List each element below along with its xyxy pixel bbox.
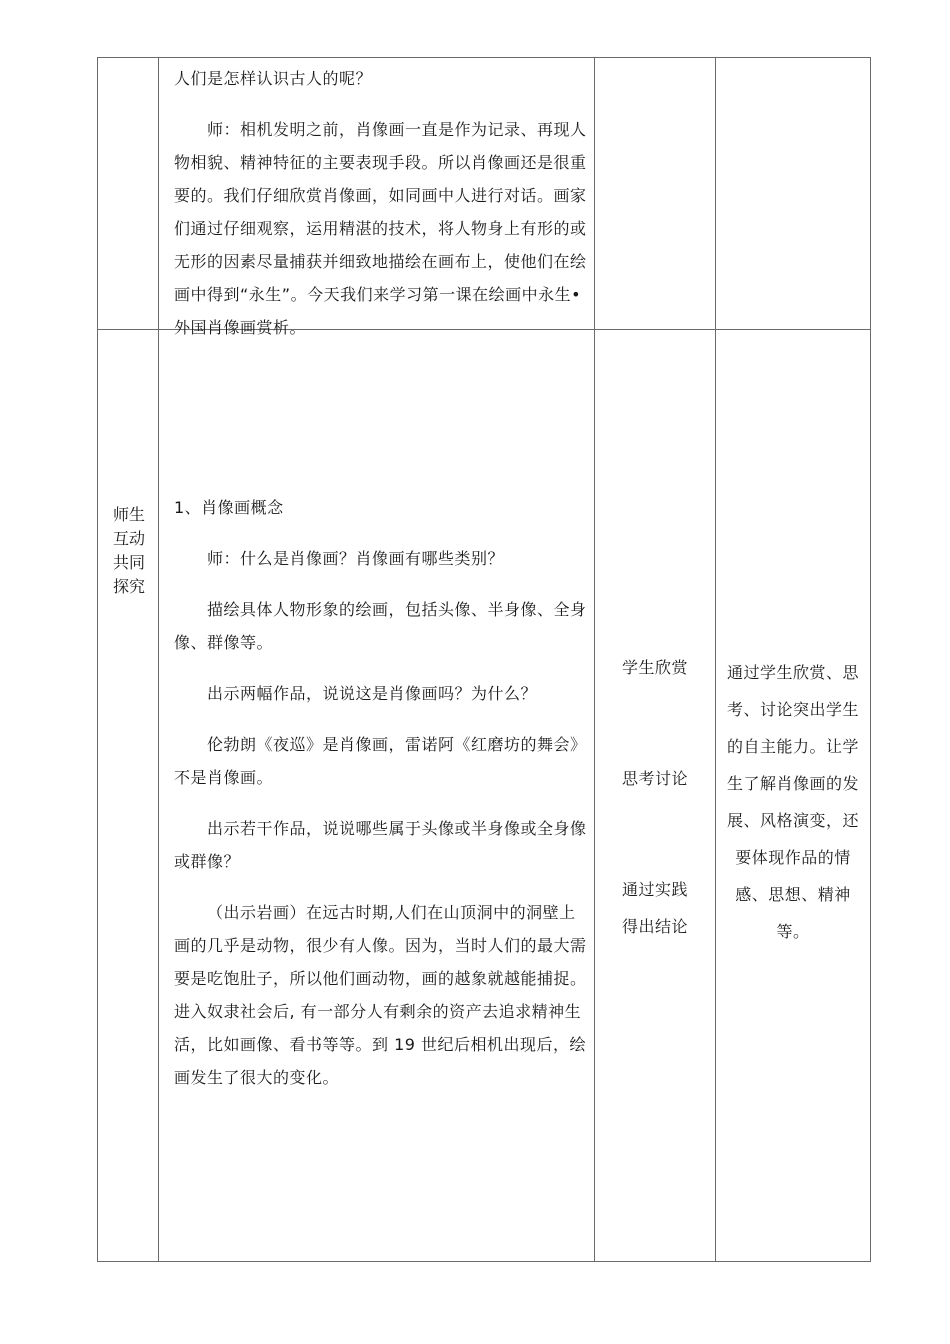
column-divider-stage (158, 57, 159, 1262)
row1-paragraph-question: 人们是怎样认识古人的呢？ (174, 69, 373, 88)
content-paragraph: 师：什么是肖像画？肖像画有哪些类别？ (207, 549, 505, 568)
content-paragraph: 伦勃朗《夜巡》是肖像画，雷诺阿《红磨坊的舞会》不是肖像画。 (174, 735, 587, 787)
column-divider-content (594, 57, 595, 1262)
content-paragraph: 出示两幅作品，说说这是肖像画吗？为什么？ (207, 684, 538, 703)
row2-content-cell (174, 491, 588, 1094)
row1-content-cell (174, 62, 592, 344)
activity-item: 通过实践 (622, 880, 689, 899)
column-divider-activity (715, 57, 716, 1262)
table-border-left (97, 57, 98, 1262)
content-paragraph: （出示岩画）在远古时期,人们在山顶洞中的洞壁上画的几乎是动物，很少有人像。因为，当时人们的最大需要是吃饱肚子，所以他们画动物，画的越象就越能捕捉。进入奴隶社会后, 有一部分人有剩余的资产去追求精神生活，比如画像、看书等等。到 19 世纪后相机出现后，绘画发生了很大的变化。 (174, 903, 587, 1087)
section-heading: 1、肖像画概念 (174, 498, 284, 517)
table-border-bottom (97, 1261, 871, 1262)
activity-item: 学生欣赏 (622, 658, 689, 677)
content-paragraph: 出示若干作品，说说哪些属于头像或半身像或全身像或群像？ (174, 819, 587, 871)
content-paragraph: 描绘具体人物形象的绘画，包括头像、半身像、全身像、群像等。 (174, 600, 587, 652)
stage-label-line: 探究 (112, 577, 145, 596)
row2-stage-label (100, 503, 158, 599)
table-border-right (870, 57, 871, 1262)
stage-label-line: 互动 (112, 529, 145, 548)
row1-paragraph-teacher: 师：相机发明之前，肖像画一直是作为记录、再现人物相貌、精神特征的主要表现手段。所以肖像画还是很重要的。我们仔细欣赏肖像画，如同画中人进行对话。画家们通过仔细观察，运用精湛的技术，将人物身上有形的或无形的因素尽量捕获并细致地描绘在画布上，使他们在绘画中得到“永生”。今天我们来学习第一课在绘画中永生•外国肖像画赏析。 (174, 120, 587, 337)
design-intent-text: 通过学生欣赏、思考、讨论突出学生的自主能力。让学生了解肖像画的发展、风格演变，还要体现作品的情感、思想、精神等。 (726, 663, 859, 941)
activity-item: 思考讨论 (622, 769, 689, 788)
table-border-top (97, 57, 871, 58)
stage-label-line: 师生 (112, 505, 145, 524)
activity-item: 得出结论 (622, 917, 689, 936)
stage-label-line: 共同 (112, 553, 145, 572)
